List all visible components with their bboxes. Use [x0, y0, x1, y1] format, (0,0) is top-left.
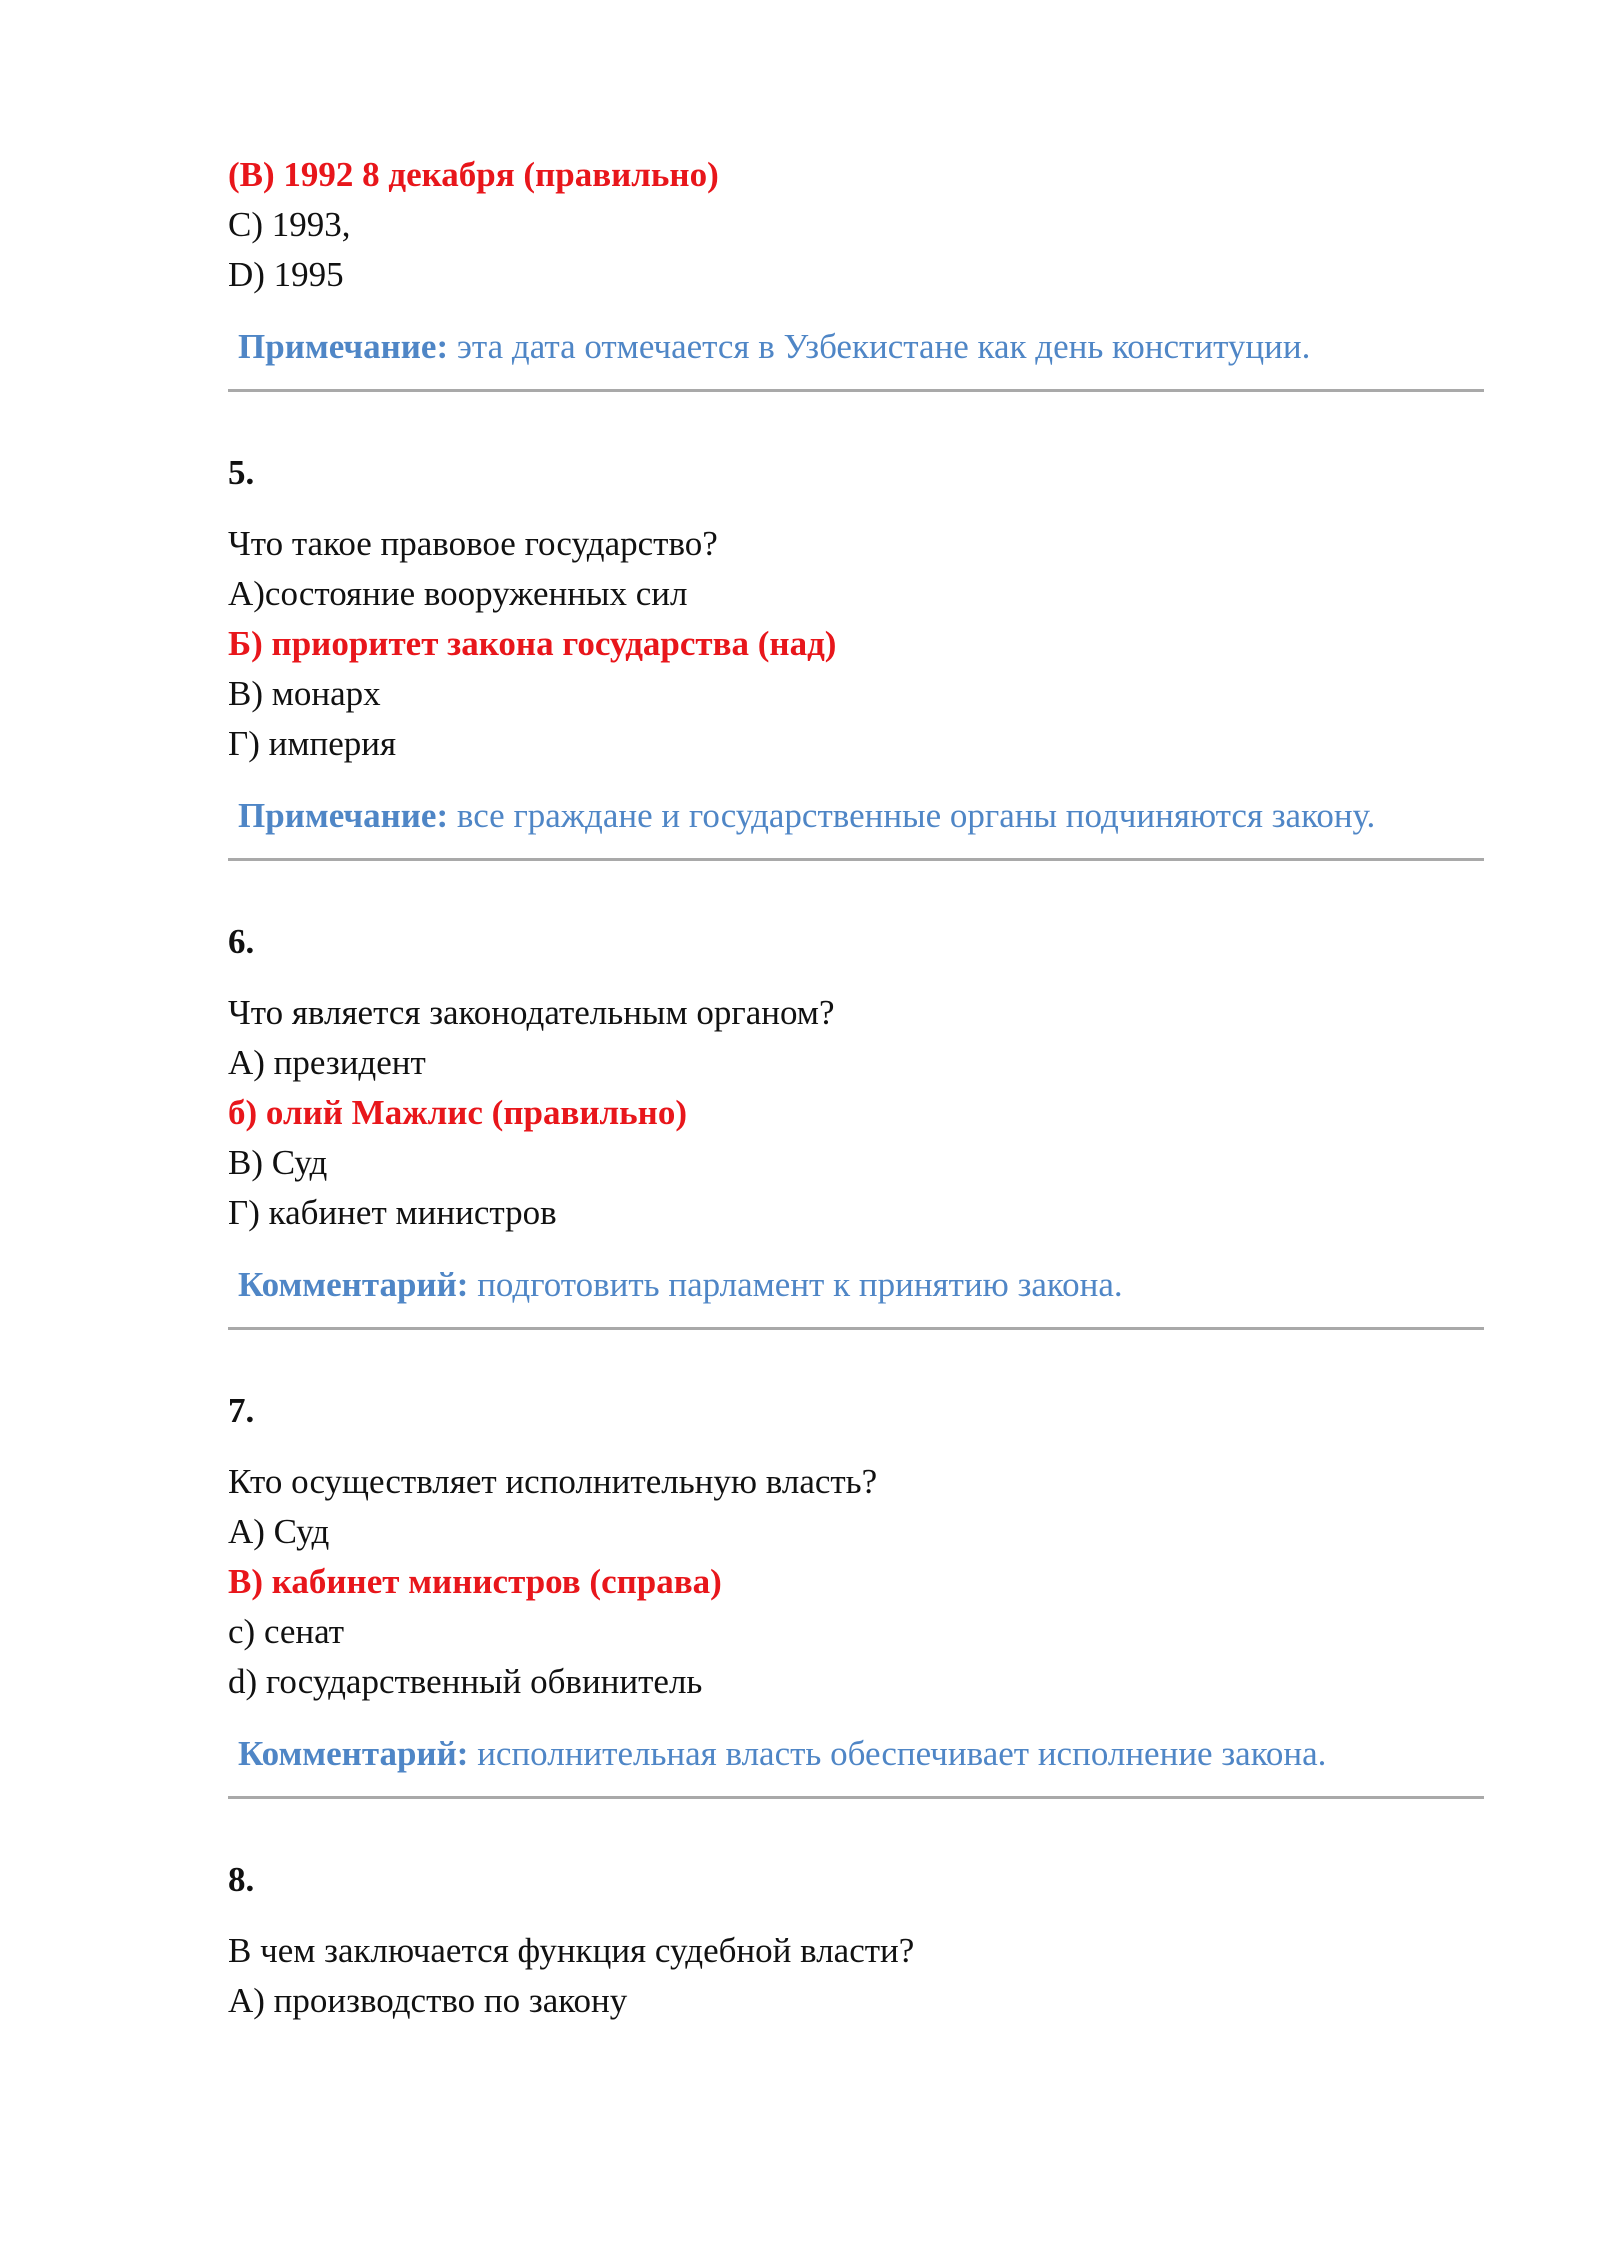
- note: [228, 322, 1484, 372]
- option: А) президент: [228, 1043, 426, 1082]
- option-correct: В) кабинет министров (справа): [228, 1562, 722, 1601]
- option: d) государственный обвинитель: [228, 1662, 703, 1701]
- option: А) Суд: [228, 1512, 330, 1551]
- divider: [228, 1796, 1484, 1799]
- question-block-7: [228, 1386, 1484, 1799]
- note-label: Примечание:: [238, 796, 449, 835]
- comment: [228, 1729, 1484, 1779]
- option: Г) империя: [228, 724, 397, 763]
- comment-label: Комментарий:: [238, 1265, 469, 1304]
- document-page: [228, 150, 1484, 2026]
- question-number: 7.: [228, 1391, 255, 1430]
- question-block-prev: [228, 150, 1484, 392]
- option: В) монарх: [228, 674, 381, 713]
- option-correct: (В) 1992 8 декабря (правильно): [228, 155, 719, 194]
- question-block-8: [228, 1855, 1484, 2026]
- note-label: Примечание:: [238, 327, 449, 366]
- comment: [228, 1260, 1484, 1310]
- question-text: Что является законодательным органом?: [228, 993, 835, 1032]
- question-number: 5.: [228, 453, 255, 492]
- question-text: Что такое правовое государство?: [228, 524, 718, 563]
- option: с) сенат: [228, 1612, 345, 1651]
- comment-label: Комментарий:: [238, 1734, 469, 1773]
- comment-text: исполнительная власть обеспечивает исполнение закона.: [468, 1734, 1327, 1773]
- note-text: все граждане и государственные органы подчиняются закону.: [448, 796, 1376, 835]
- option: В) Суд: [228, 1143, 328, 1182]
- divider: [228, 1327, 1484, 1330]
- question-text: В чем заключается функция судебной власти?: [228, 1931, 915, 1970]
- question-block-6: [228, 917, 1484, 1330]
- option: С) 1993,: [228, 205, 351, 244]
- option: А)состояние вооруженных сил: [228, 574, 688, 613]
- option-correct: б) олий Мажлис (правильно): [228, 1093, 687, 1132]
- option: D) 1995: [228, 255, 344, 294]
- option: Г) кабинет министров: [228, 1193, 557, 1232]
- question-block-5: [228, 448, 1484, 861]
- note-text: эта дата отмечается в Узбекистане как день конституции.: [448, 327, 1311, 366]
- question-number: 8.: [228, 1860, 255, 1899]
- note: [228, 791, 1484, 841]
- question-number: 6.: [228, 922, 255, 961]
- divider: [228, 389, 1484, 392]
- option: А) производство по закону: [228, 1981, 628, 2020]
- option-correct: Б) приоритет закона государства (над): [228, 624, 837, 663]
- comment-text: подготовить парламент к принятию закона.: [468, 1265, 1123, 1304]
- divider: [228, 858, 1484, 861]
- question-text: Кто осуществляет исполнительную власть?: [228, 1462, 878, 1501]
